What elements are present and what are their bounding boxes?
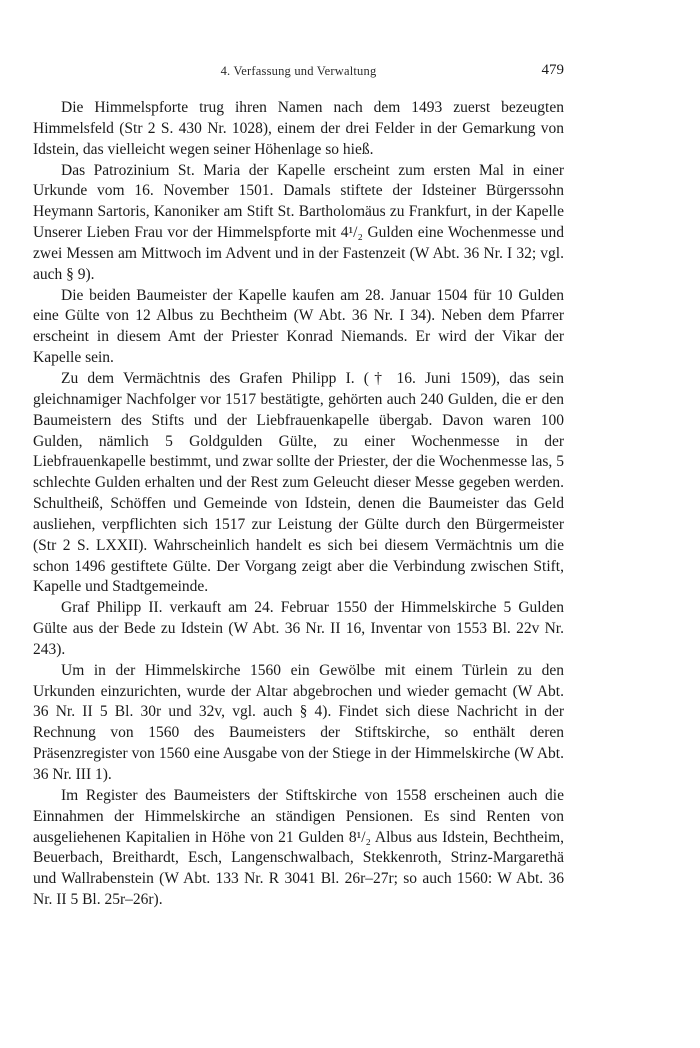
paragraph: Die beiden Baumeister der Kapelle kaufen am 28. Januar 1504 für 10 Gulden eine Gülte von 12 Albus zu Bechtheim (W Abt. 36 Nr. I 34). Neben dem Pfarrer erscheint in diesem Amt der Priester Konrad Niemands. Er wird der Vikar der Kapelle sein. — [33, 286, 564, 367]
paragraph: Die Himmelspforte trug ihren Namen nach dem 1493 zuerst bezeugten Himmelsfeld (Str 2 S. 430 Nr. 1028), einem der drei Felder in der Gemarkung von Idstein, das vielleicht wegen seiner Höhenlage so hieß. — [33, 99, 564, 158]
paragraph: Das Patrozinium St. Maria der Kapelle erscheint zum ersten Mal in einer Urkunde vom 16. November 1501. Damals stiftete der Idsteiner Bürgerssohn Heymann Sartoris, Kanoniker am Stift St. Bartholomäus zu Frankfurt, in der Kapelle Unserer Lieben Frau vor der Himmelspforte mit 4¹/₂ Gulden eine Wochenmesse und zwei Messen am Mittwoch im Advent und in der Fastenzeit (W Abt. 36 Nr. I 32; vgl. auch § 9). — [33, 161, 564, 283]
paragraph: Im Register des Baumeisters der Stiftskirche von 1558 erscheinen auch die Einnahmen der Himmelskirche an ständigen Pensionen. Es sind Renten von ausgeliehenen Kapitalien in Höhe von 21 Gulden 8¹/₂ Albus aus Idstein, Bechtheim, Beuerbach, Breithardt, Esch, Langenschwalbach, Stekkenroth, Strinz-Margarethä und Wallrabenstein (W Abt. 133 Nr. R 3041 Bl. 26r–27r; so auch 1560: W Abt. 36 Nr. II 5 Bl. 25r–26r). — [33, 786, 564, 909]
body-text — [33, 98, 564, 911]
page-number: 479 — [541, 62, 564, 78]
paragraph: Um in der Himmelskirche 1560 ein Gewölbe mit einem Türlein zu den Urkunden einzurichten, wurde der Altar abgebrochen und wieder gemacht (W Abt. 36 Nr. II 5 Bl. 30r und 32v, vgl. auch § 4). Findet sich diese Nachricht in der Rechnung von 1560 des Baumeisters der Stiftskirche, so enthält deren Präsenzregister von 1560 eine Ausgabe von der Stiege in der Himmelskirche (W Abt. 36 Nr. III 1). — [33, 661, 564, 783]
page-header — [33, 64, 564, 84]
paragraph: Zu dem Vermächtnis des Grafen Philipp I. († 16. Juni 1509), das sein gleichnamiger Nachfolger vor 1517 bestätigte, gehörten auch 240 Gulden, die er den Baumeistern des Stifts und der Liebfrauenkapelle übergab. Davon waren 100 Gulden, nämlich 5 Goldgulden Gülte, zu einer Wochenmesse in der Liebfrauenkapelle bestimmt, und zwar sollte der Priester, der die Wochenmesse las, 5 schlechte Gulden erhalten und der Rest zum Geleucht dieser Messe gegeben werden. Schultheiß, Schöffen und Gemeinde von Idstein, denen die Baumeister das Geld ausliehen, verpflichten sich 1517 zur Leistung der Gülte durch den Bürgermeister (Str 2 S. LXXII). Wahrscheinlich handelt es sich bei diesem Vermächtnis um die schon 1496 gestiftete Gülte. Der Vorgang zeigt aber die Verbindung zwischen Stift, Kapelle und Stadtgemeinde. — [33, 369, 564, 596]
paragraph: Graf Philipp II. verkauft am 24. Februar 1550 der Himmelskirche 5 Gulden Gülte aus der Bede zu Idstein (W Abt. 36 Nr. II 16, Inventar von 1553 Bl. 22v Nr. 243). — [33, 599, 564, 658]
running-title: 4. Verfassung und Verwaltung — [220, 64, 377, 78]
